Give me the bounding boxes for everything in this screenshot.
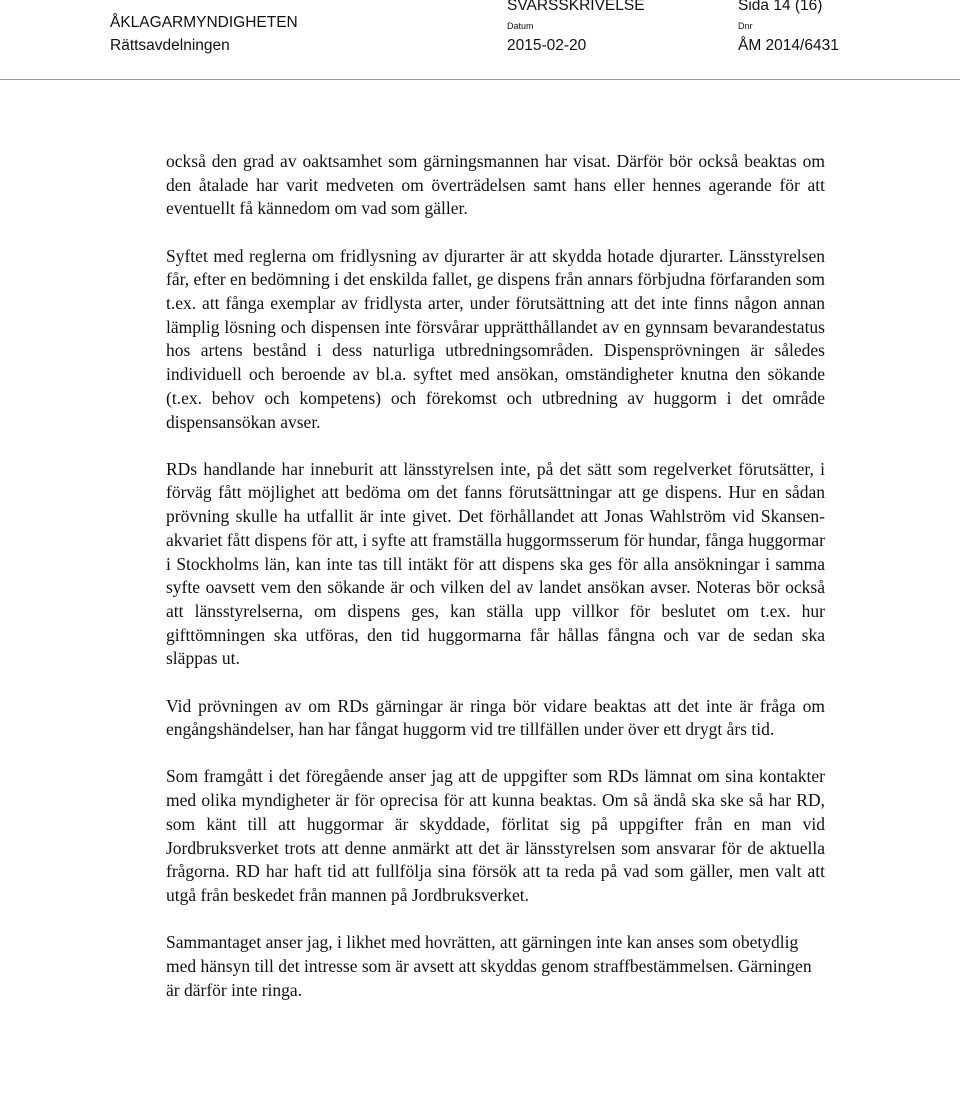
document-date: 2015-02-20 bbox=[507, 37, 587, 54]
date-label: Datum bbox=[507, 21, 534, 31]
department-name: Rättsavdelningen bbox=[110, 37, 230, 54]
header-divider bbox=[0, 79, 960, 80]
organization-name: ÅKLAGARMYNDIGHETEN bbox=[110, 14, 298, 31]
paragraph: Sammantaget anser jag, i likhet med hovrätten, att gärningen inte kan anses som obetydlig med hänsyn till det intresse som är avsett att skyddas genom straffbestämmelsen. Gärningen är därför inte ringa. bbox=[166, 932, 812, 1000]
dnr-label: Dnr bbox=[738, 21, 753, 31]
paragraph: Vid prövningen av om RDs gärningar är ringa bör vidare beaktas att det inte är fråga om engångshändelser, han har fångat huggorm vid tre tillfällen under över ett drygt års tid. bbox=[166, 695, 825, 740]
paragraph: RDs handlande har inneburit att länsstyrelsen inte, på det sätt som regelverket förutsätter, i förväg fått möjlighet att bedöma om det fanns förutsättningar att ge dispens. Hur en sådan prövning skulle ha utfallit är inte givet. Det förhållandet att Jonas Wahlström vid Skansen-akvariet fått dispens för att, i syfte att framställa huggormsserum för hundar, fånga huggormar i Stockholms län, kan inte tas till intäkt för att dispens ska ges för alla ansökningar i samma syfte oavsett vem den sökande är och vilken del av landet ansökan avser. Noteras bör också att länsstyrelserna, om dispens ges, kan ställa upp villkor för beslutet om t.ex. hur gifttömningen ska utföras, den tid huggormarna får hållas fångna och var de sedan ska släppas ut. bbox=[166, 458, 825, 669]
case-number: ÅM 2014/6431 bbox=[738, 37, 839, 54]
document-body bbox=[166, 150, 825, 1026]
paragraph: också den grad av oaktsamhet som gärningsmannen har visat. Därför bör också beaktas om den åtalade har varit medveten om överträdelsen samt hans eller hennes agerande för att eventuellt få kännedom om vad som gäller. bbox=[166, 151, 825, 219]
paragraph: Syftet med reglerna om fridlysning av djurarter är att skydda hotade djurarter. Länsstyrelsen får, efter en bedömning i det enskilda fallet, ge dispens från annars förbjudna förfaranden som t.ex. att fånga exemplar av fridlysta arter, under förutsättning att det inte finns någon annan lämplig lösning och dispensen inte försvårar upprätthållandet av en gynnsam bevarandestatus hos artens bestånd i dess naturliga utbredningsområden. Dispensprövningen är således individuell och beroende av bl.a. syftet med ansökan, omständigheter knutna den sökande (t.ex. behov och kompetens) och förekomst och utbredning av huggorm i det område dispensansökan avser. bbox=[166, 245, 825, 432]
page-number: Sida 14 (16) bbox=[738, 0, 823, 14]
document-type: SVARSSKRIVELSE bbox=[507, 0, 645, 14]
paragraph: Som framgått i det föregående anser jag att de uppgifter som RDs lämnat om sina kontakter med olika myndigheter är för oprecisa för att kunna beaktas. Om så ändå ska ske så har RD, som känt till att huggormar är skyddade, förlitat sig på uppgifter från en man vid Jordbruksverket trots att denne anmärkt att det är länsstyrelsen som ansvarar för de aktuella frågorna. RD har haft tid att fullfölja sina försök att ta reda på vad som gäller, men valt att utgå från beskedet från mannen på Jordbruksverket. bbox=[166, 766, 825, 905]
